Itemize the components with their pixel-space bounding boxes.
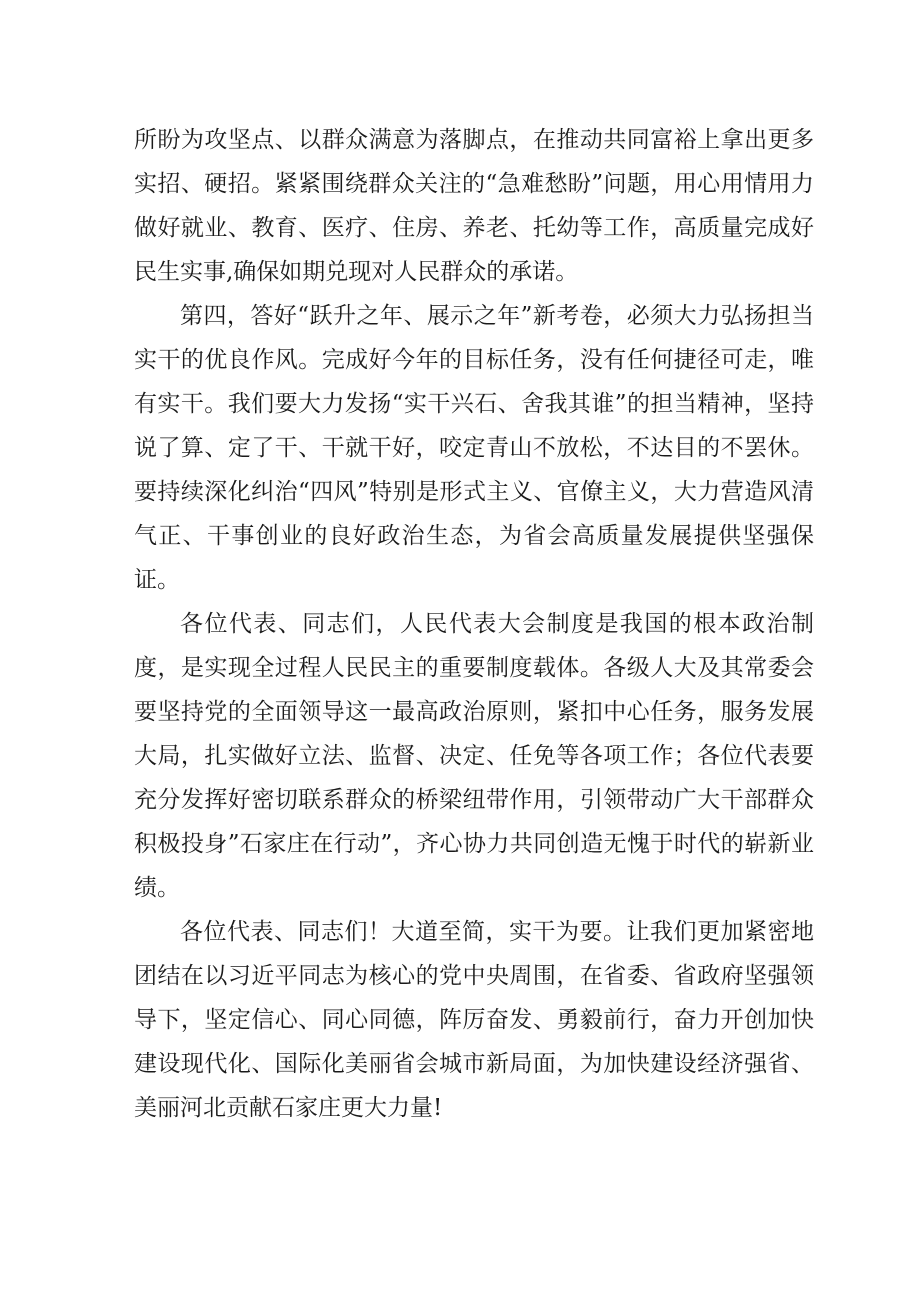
document-body [134, 118, 814, 1130]
paragraph-fourth-point: 第四，答好“跃升之年、展示之年”新考卷，必须大力弘扬担当实干的优良作风。完成好今年的目标任务，没有任何捷径可走，唯有实干。我们要大力发扬“实干兴石、舍我其谁”的担当精神，坚持说了算、定了干、干就干好，咬定青山不放松，不达目的不罢休。要持续深化纠治“四风”特别是形式主义、官僚主义，大力营造风清气正、干事创业的良好政治生态，为省会高质量发展提供坚强保证。 [134, 303, 814, 593]
paragraph-peoples-congress: 各位代表、同志们，人民代表大会制度是我国的根本政治制度，是实现全过程人民民主的重要制度载体。各级人大及其常委会要坚持党的全面领导这一最高政治原则，紧扣中心任务，服务发展大局，扎实做好立法、监督、决定、任免等各项工作；各位代表要充分发挥好密切联系群众的桥梁纽带作用，引领带动广大干部群众积极投身”石家庄在行动”，齐心协力共同创造无愧于时代的崭新业绩。 [134, 611, 814, 901]
paragraph-continuation: 所盼为攻坚点、以群众满意为落脚点，在推动共同富裕上拿出更多实招、硬招。紧紧围绕群众关注的“急难愁盼”问题，用心用情用力做好就业、教育、医疗、住房、养老、托幼等工作，高质量完成好民生实事,确保如期兑现对人民群众的承诺。 [134, 127, 814, 285]
paragraph-closing: 各位代表、同志们！大道至简，实干为要。让我们更加紧密地团结在以习近平同志为核心的党中央周围，在省委、省政府坚强领导下，坚定信心、同心同德，阵厉奋发、勇毅前行，奋力开创加快建设现代化、国际化美丽省会城市新局面，为加快建设经济强省、美丽河北贡献石家庄更大力量! [134, 919, 814, 1121]
